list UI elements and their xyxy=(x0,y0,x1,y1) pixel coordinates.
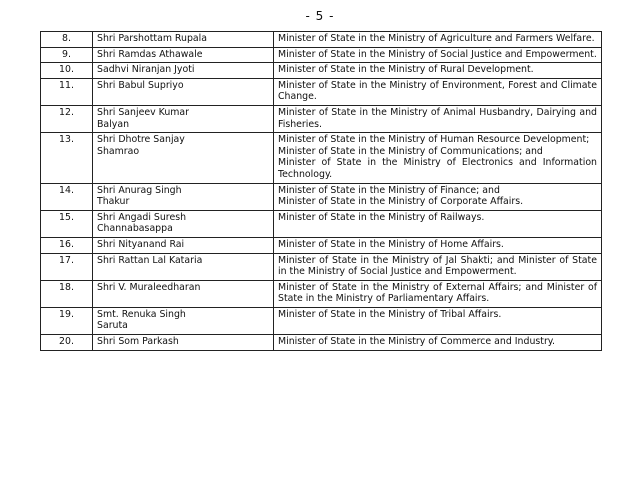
portfolio xyxy=(274,63,602,79)
minister-name-line: Thakur xyxy=(97,196,130,208)
portfolio-line: Minister of State in the Ministry of Electronics and Information Technology. xyxy=(278,157,597,180)
portfolio xyxy=(274,183,602,210)
portfolio xyxy=(274,237,602,253)
portfolio-line: Minister of State in the Ministry of Rural Development. xyxy=(278,64,534,76)
minister-name-line: Shri Babul Supriyo xyxy=(97,79,184,91)
portfolio-line: Minister of State in the Ministry of Home Affairs. xyxy=(278,238,504,250)
serial-number: 13. xyxy=(41,133,93,183)
portfolio xyxy=(274,32,602,48)
portfolio xyxy=(274,210,602,237)
portfolio-line: Minister of State in the Ministry of Environment, Forest and Climate Change. xyxy=(278,79,597,103)
minister-name xyxy=(93,105,274,132)
portfolio-line: Minister of State in the Ministry of Tribal Affairs. xyxy=(278,308,502,320)
table-row xyxy=(41,237,602,253)
minister-name xyxy=(93,133,274,183)
minister-name-line: Shri V. Muraleedharan xyxy=(97,281,201,293)
table-row xyxy=(41,335,602,351)
portfolio-line: Minister of State in the Ministry of Social Justice and Empowerment. xyxy=(278,48,597,60)
minister-name-line: Smt. Renuka Singh xyxy=(97,308,186,320)
table-row xyxy=(41,105,602,132)
ministers-table-body xyxy=(41,32,602,351)
minister-name xyxy=(93,280,274,307)
portfolio xyxy=(274,253,602,280)
minister-name xyxy=(93,183,274,210)
table-row xyxy=(41,210,602,237)
portfolio xyxy=(274,280,602,307)
serial-number: 10. xyxy=(41,63,93,79)
portfolio-line: Minister of State in the Ministry of Agriculture and Farmers Welfare. xyxy=(278,33,595,44)
portfolio-line: Minister of State in the Ministry of Commerce and Industry. xyxy=(278,336,555,348)
minister-name xyxy=(93,63,274,79)
portfolio-line: Minister of State in the Ministry of Human Resource Development; xyxy=(278,134,590,146)
minister-name-line: Shri Dhotre Sanjay xyxy=(97,134,185,146)
minister-name xyxy=(93,335,274,351)
portfolio-line: Minister of State in the Ministry of Railways. xyxy=(278,211,485,223)
table-row xyxy=(41,280,602,307)
minister-name xyxy=(93,78,274,105)
page-number: - 5 - xyxy=(305,9,335,23)
minister-name-line: Balyan xyxy=(97,118,130,130)
minister-name-line: Shri Rattan Lal Kataria xyxy=(97,254,203,266)
minister-name xyxy=(93,32,274,48)
portfolio xyxy=(274,133,602,183)
portfolio xyxy=(274,47,602,63)
portfolio xyxy=(274,78,602,105)
table-row xyxy=(41,183,602,210)
minister-name xyxy=(93,253,274,280)
portfolio xyxy=(274,307,602,334)
serial-number: 14. xyxy=(41,183,93,210)
portfolio-line: Minister of State in the Ministry of Jal Shakti; and Minister of State in the Ministry of Social Justice and Empowerment. xyxy=(278,254,597,278)
table-row xyxy=(41,47,602,63)
portfolio-line: Minister of State in the Ministry of Corporate Affairs. xyxy=(278,196,524,208)
serial-number: 19. xyxy=(41,307,93,334)
portfolio-line: Minister of State in the Ministry of Animal Husbandry, Dairying and Fisheries. xyxy=(278,106,597,130)
minister-name-line: Sadhvi Niranjan Jyoti xyxy=(97,64,195,76)
serial-number: 11. xyxy=(41,78,93,105)
serial-number: 8. xyxy=(41,32,93,48)
table-row xyxy=(41,32,602,48)
serial-number: 15. xyxy=(41,210,93,237)
serial-number: 12. xyxy=(41,105,93,132)
minister-name-line: Saruta xyxy=(97,320,128,332)
minister-name-line: Shri Anurag Singh xyxy=(97,184,182,196)
serial-number: 17. xyxy=(41,253,93,280)
minister-name-line: Shri Angadi Suresh xyxy=(97,211,187,223)
table-row xyxy=(41,78,602,105)
ministers-table xyxy=(40,31,602,351)
serial-number: 18. xyxy=(41,280,93,307)
minister-name-line: Shri Nityanand Rai xyxy=(97,238,185,250)
portfolio-line: Minister of State in the Ministry of External Affairs; and Minister of State in the Ministry of Parliamentary Affairs. xyxy=(278,281,597,305)
serial-number: 9. xyxy=(41,47,93,63)
portfolio xyxy=(274,335,602,351)
serial-number: 16. xyxy=(41,237,93,253)
minister-name xyxy=(93,47,274,63)
minister-name xyxy=(93,210,274,237)
table-row xyxy=(41,133,602,183)
minister-name-line: Shri Parshottam Rupala xyxy=(97,33,208,44)
minister-name-line: Shamrao xyxy=(97,145,140,157)
minister-name-line: Shri Ramdas Athawale xyxy=(97,48,203,60)
portfolio xyxy=(274,105,602,132)
portfolio-line: Minister of State in the Ministry of Communications; and xyxy=(278,145,543,157)
minister-name-line: Channabasappa xyxy=(97,223,173,235)
table-row xyxy=(41,63,602,79)
portfolio-line: Minister of State in the Ministry of Finance; and xyxy=(278,184,500,196)
minister-name-line: Shri Sanjeev Kumar xyxy=(97,106,189,118)
minister-name xyxy=(93,307,274,334)
serial-number: 20. xyxy=(41,335,93,351)
table-row xyxy=(41,253,602,280)
minister-name xyxy=(93,237,274,253)
table-row xyxy=(41,307,602,334)
minister-name-line: Shri Som Parkash xyxy=(97,336,179,348)
